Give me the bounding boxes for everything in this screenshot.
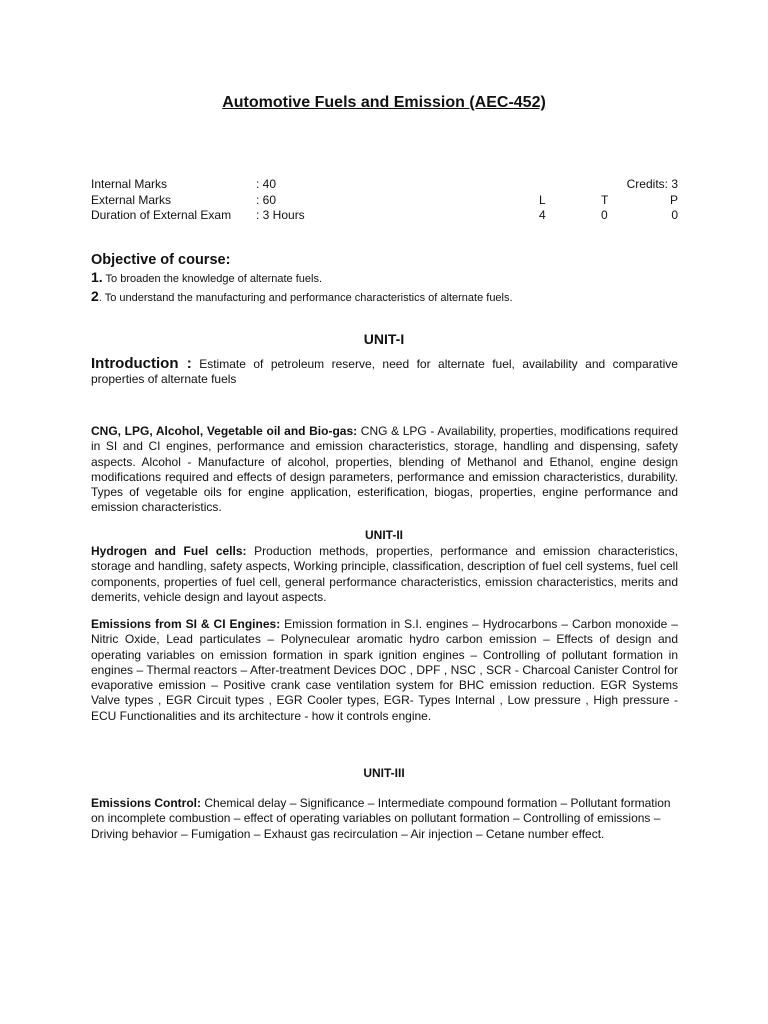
duration-label: Duration of External Exam — [91, 208, 232, 222]
l-value: 4 — [539, 208, 546, 222]
section-cng-lpg — [91, 424, 678, 516]
objective-item — [91, 269, 678, 288]
emissions-si-ci-text: Emission formation in S.I. engines – Hydrocarbons – Carbon monoxide – Nitric Oxide, Lead particulates – Polyneculear aromatic hydro carbon emission – Effects of design and operating variables on emission formation in spark ignition engines – Controlling of pollutant formation in engines – Thermal reactors – After-treatment Devices DOC , DPF , NSC , SCR - Charcoal Canister Control for evaporative emission – Positive crank case ventilation system for BHC emission reduction. EGR Systems Valve types , EGR Circuit types , EGR Cooler types, EGR- Types Internal , Low pressure , High pressure - ECU Functionalities and its architecture - how it controls engine. — [91, 617, 678, 723]
info-row-internal — [91, 177, 678, 193]
emissions-control-text: Chemical delay – Significance – Intermediate compound formation – Pollutant formation on incomplete combustion – effect of operating variables on pollutant formation – Controlling of emissions – Driving behavior – Fumigation – Exhaust gas recirculation – Air injection – Cetane number effect. — [91, 796, 671, 841]
info-row-duration — [91, 208, 678, 224]
section-hydrogen — [91, 544, 678, 605]
cng-lpg-label: CNG, LPG, Alcohol, Vegetable oil and Bio-gas: — [91, 424, 358, 438]
objective-text: To broaden the knowledge of alternate fuels. — [102, 273, 323, 285]
p-label: P — [669, 192, 678, 207]
page-title: Automotive Fuels and Emission (AEC-452) — [222, 94, 546, 111]
emissions-si-ci-label: Emissions from SI & CI Engines: — [91, 617, 281, 631]
t-label: T — [601, 192, 609, 207]
unit-heading-3: UNIT-III — [363, 766, 405, 780]
credits-value: Credits: 3 — [626, 177, 678, 191]
section-emissions-control — [91, 796, 678, 842]
external-marks-label: External Marks — [91, 192, 172, 207]
duration-value: : 3 Hours — [256, 208, 305, 222]
internal-marks-value: : 40 — [256, 177, 277, 191]
objective-text: . To understand the manufacturing and performance characteristics of alternate fuels. — [98, 292, 513, 304]
introduction-label: Introduction : — [91, 355, 192, 372]
hydrogen-text: Production methods, properties, performance and emission characteristics, storage and handling, safety aspects, Working principle, classification, description of fuel cell systems, fuel cell components, properties of fuel cell, general performance characteristics, emission characteristics, merits and demerits, vehicle design and layout aspects. — [91, 544, 678, 604]
l-label: L — [539, 192, 546, 207]
objective-number: 1. — [91, 269, 103, 285]
emissions-control-label: Emissions Control: — [91, 796, 202, 810]
t-value: 0 — [601, 208, 608, 222]
introduction-text: Estimate of petroleum reserve, need for alternate fuel, availability and comparative properties of alternate fuels — [91, 357, 678, 387]
objective-number: 2 — [91, 288, 99, 304]
section-introduction — [91, 356, 678, 388]
objective-heading: Objective of course: — [91, 252, 231, 268]
info-row-external — [91, 193, 678, 209]
internal-marks-label: Internal Marks — [91, 177, 168, 191]
course-info — [91, 177, 678, 224]
p-value: 0 — [671, 208, 678, 222]
external-marks-value: : 60 — [256, 192, 277, 207]
section-emissions-si-ci — [91, 617, 678, 724]
hydrogen-label: Hydrogen and Fuel cells: — [91, 544, 247, 558]
unit-heading-2: UNIT-II — [365, 528, 403, 542]
objective-section — [91, 252, 678, 307]
unit-heading-1: UNIT-I — [363, 331, 405, 347]
cng-lpg-text: CNG & LPG - Availability, properties, modifications required in SI and CI engines, performance and emission characteristics, storage, handling and dispensing, safety aspects. Alcohol - Manufacture of alcohol, properties, blending of Methanol and Ethanol, engine design modifications required and effects of design parameters, performance and emission characteristics, durability. Types of vegetable oils for engine application, esterification, biogas, properties, engine performance and emission characteristics. — [91, 424, 678, 515]
objective-item — [91, 288, 678, 307]
